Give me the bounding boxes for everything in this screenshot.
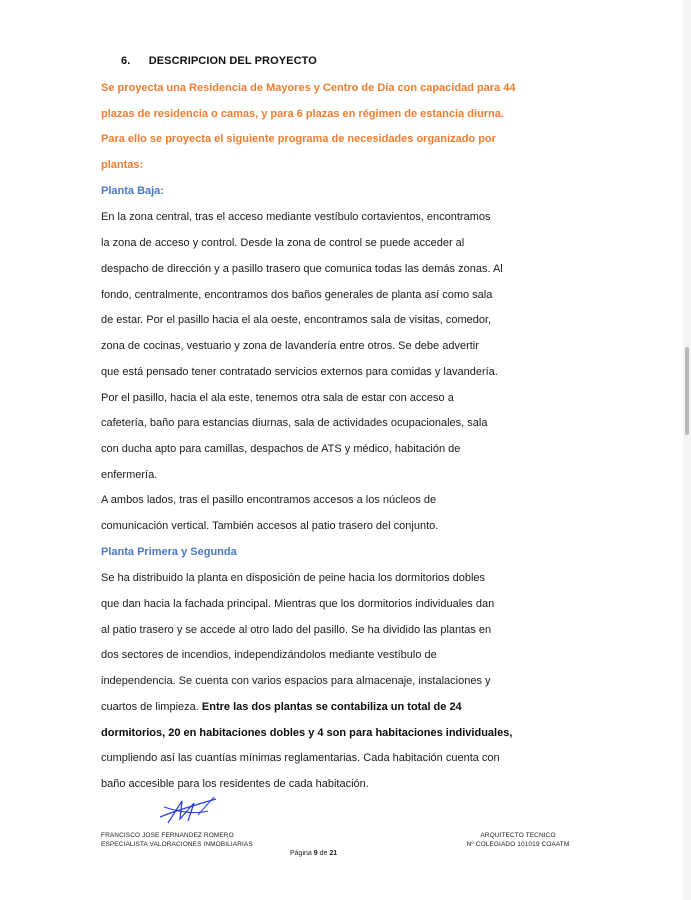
subheading-planta-baja: Planta Baja: (101, 185, 164, 197)
body-line: A ambos lados, tras el pasillo encontramos accesos a los núcleos de (101, 494, 437, 506)
body-line: independencia. Se cuenta con varios espacios para almacenaje, instalaciones y (101, 675, 491, 687)
body-line: la zona de acceso y control. Desde la zona de control se puede acceder al (101, 237, 465, 249)
body-text: cuartos de limpieza. (101, 701, 202, 713)
body-line: que dan hacia la fachada principal. Mientras que los dormitorios individuales dan (101, 598, 495, 610)
body-line-mixed (101, 700, 462, 714)
page-of: de (319, 850, 328, 857)
body-line: enfermería. (101, 469, 158, 481)
body-line: baño accesible para los residentes de cada habitación. (101, 778, 369, 790)
footer-author-role: ESPECIALISTA VALORACIONES INMOBILIARIAS (101, 841, 253, 848)
body-line: comunicación vertical. También accesos al patio trasero del conjunto. (101, 520, 439, 532)
body-line: zona de cocinas, vestuario y zona de lavandería entre otros. Se debe advertir (101, 340, 479, 352)
body-line: de estar. Por el pasillo hacia el ala oeste, encontramos sala de visitas, comedor, (101, 314, 492, 326)
bold-text: Entre las dos plantas se contabiliza un total de 24 (201, 701, 462, 713)
intro-line: plazas de residencia o camas, y para 6 plazas en régimen de estancia diurna. (101, 108, 504, 120)
section-title: DESCRIPCION DEL PROYECTO (148, 55, 317, 67)
footer-author (101, 831, 253, 849)
footer-author-name: FRANCISCO JOSE FERNANDEZ ROMERO (101, 832, 234, 839)
handwritten-signature-icon (158, 793, 220, 827)
bold-line: dormitorios, 20 en habitaciones dobles y 4 son para habitaciones individuales, (101, 727, 513, 739)
body-line: fondo, centralmente, encontramos dos baños generales de planta así como sala (101, 289, 493, 301)
page-prefix: Página (290, 850, 312, 857)
section-number: 6. (121, 55, 131, 67)
footer-profession: ARQUITECTO TECNICO (480, 832, 556, 839)
body-line: al patio trasero y se accede al otro lado del pasillo. Se ha dividido las plantas en (101, 624, 492, 636)
body-line: cumpliendo así las cuantías mínimas reglamentarias. Cada habitación cuenta con (101, 752, 500, 764)
page-current: 9 (313, 850, 318, 857)
intro-line: plantas: (101, 159, 144, 171)
intro-line: Se proyecta una Residencia de Mayores y Centro de Día con capacidad para 44 (101, 82, 516, 94)
subheading-planta-primera: Planta Primera y Segunda (101, 546, 237, 558)
footer-colegiado: Nº COLEGIADO 101019 COAATM (466, 841, 570, 848)
vertical-scrollbar[interactable] (683, 0, 691, 900)
body-line: En la zona central, tras el acceso mediante vestíbulo cortavientos, encontramos (101, 211, 491, 223)
body-line: con ducha apto para camillas, despachos de ATS y médico, habitación de (101, 443, 461, 455)
body-line: Por el pasillo, hacia el ala este, tenemos otra sala de estar con acceso a (101, 392, 454, 404)
body-line: Se ha distribuido la planta en disposición de peine hacia los dormitorios dobles (101, 572, 486, 584)
footer-credentials (448, 831, 588, 849)
body-line: despacho de dirección y a pasillo trasero que comunica todas las demás zonas. Al (101, 263, 503, 275)
page-number (290, 850, 337, 857)
body-line: dos sectores de incendios, independizándolos mediante vestíbulo de (101, 649, 437, 661)
body-line: cafetería, baño para estancias diurnas, sala de actividades ocupacionales, sala (101, 417, 488, 429)
page-total: 21 (329, 850, 338, 857)
section-heading (121, 55, 317, 67)
scrollbar-thumb[interactable] (685, 347, 689, 435)
intro-line: Para ello se proyecta el siguiente programa de necesidades organizado por (101, 133, 496, 145)
body-line: que está pensado tener contratado servicios externos para comidas y lavandería. (101, 366, 498, 378)
